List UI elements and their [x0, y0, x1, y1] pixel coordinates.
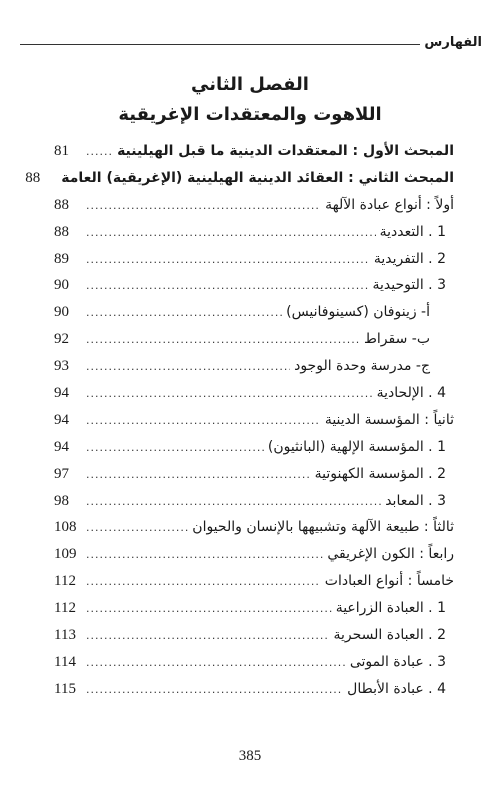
toc-entry: [54, 519, 454, 546]
toc-entry: [54, 224, 454, 251]
toc-entry-title: أولاً : أنواع عبادة الآلهة: [325, 196, 454, 213]
toc-entry-title: ج- مدرسة وحدة الوجود: [294, 358, 430, 375]
toc-entry-title: 2 . العبادة السحرية: [333, 627, 446, 644]
toc-leader-dots: [86, 387, 373, 400]
running-head-label: الفهارس: [424, 35, 482, 50]
toc-entry-page: 88: [54, 196, 69, 213]
toc-entry-title: ب- سقراط: [363, 331, 430, 348]
toc-entry: [54, 331, 454, 358]
toc-entry: [54, 439, 454, 466]
toc-leader-dots: [86, 279, 368, 292]
toc-entry-title: 3 . عبادة الموتى: [349, 653, 446, 670]
toc-entry-page: 109: [54, 546, 77, 563]
toc-leader-dots: [86, 441, 264, 454]
toc-leader-dots: [86, 145, 113, 158]
toc-entry: [54, 573, 454, 600]
toc-entry-page: 93: [54, 358, 69, 375]
chapter-title: الفصل الثاني: [191, 74, 309, 95]
toc-entry-page: 115: [54, 680, 76, 697]
toc-entry-page: 81: [54, 143, 69, 159]
toc-entry: [54, 197, 454, 224]
toc-entry-page: 108: [54, 519, 77, 536]
running-head: [20, 34, 482, 54]
toc-entry-page: 112: [54, 573, 76, 590]
toc-entry: [54, 654, 454, 681]
toc-entry-page: 112: [54, 600, 76, 617]
toc-entry-title: 2 . التفريدية: [373, 250, 446, 267]
toc-entry: [54, 304, 454, 331]
toc-leader-dots: [86, 575, 321, 588]
toc-entry-title: خامساً : أنواع العبادات: [324, 573, 454, 590]
toc-leader-dots: [86, 226, 376, 239]
toc-entry: [54, 277, 454, 304]
toc-leader-dots: [86, 495, 381, 508]
toc-entry: [54, 143, 454, 170]
toc-entry-page: 94: [54, 411, 69, 428]
toc-entry-title: ثانياً : المؤسسة الدينية: [324, 411, 454, 428]
toc-entry-page: 90: [54, 304, 69, 321]
toc-leader-dots: [86, 683, 343, 696]
toc-entry-page: 89: [54, 250, 69, 267]
toc-entry: [54, 546, 454, 573]
toc-leader-dots: [86, 629, 330, 642]
toc-entry-page: 98: [54, 492, 69, 509]
toc-leader-dots: [86, 602, 332, 615]
toc-entry: [54, 600, 454, 627]
toc-entry-title: 2 . المؤسسة الكهنوتية: [314, 465, 446, 482]
toc-entry-page: 88: [25, 169, 41, 186]
toc-entry-title: 1 . المؤسسة الإلهية (البانثيون): [267, 438, 446, 455]
toc-entry: [54, 627, 454, 654]
toc-entry: [54, 493, 454, 520]
toc-entry-page: 88: [54, 223, 69, 240]
toc-entry-title: المبحث الثاني : العقائد الدينية الهيلينية (الإغريقية) العامة: [61, 169, 454, 186]
toc-entry: [54, 681, 454, 708]
toc-entry-title: أ- زينوفان (كسينوفانيس): [286, 304, 430, 321]
toc-entry-title: 4 . عبادة الأبطال: [347, 680, 446, 697]
toc-entry-title: 1 . التعددية: [379, 223, 446, 240]
toc-entry-title: رابعاً : الكون الإغريقي: [327, 546, 454, 563]
toc-entry-title: 4 . الإلحادية: [376, 385, 446, 402]
toc-entry-page: 94: [54, 438, 69, 455]
toc-leader-dots: [86, 468, 311, 481]
toc-leader-dots: [86, 333, 360, 346]
page-number: 385: [238, 748, 262, 764]
toc-entry: [54, 358, 454, 385]
toc-entry-title: ثالثاً : طبيعة الآلهة وتشبيهها بالإنسان والحيوان: [192, 519, 454, 536]
toc-entry: [54, 412, 454, 439]
toc-entry-title: 3 . المعابد: [385, 492, 446, 509]
toc-entry: [54, 385, 454, 412]
toc-entry-title: 1 . العبادة الزراعية: [335, 600, 446, 617]
toc-entry: [54, 466, 454, 493]
toc-leader-dots: [86, 414, 321, 427]
toc-leader-dots: [86, 253, 370, 266]
toc-entry-title: 3 . التوحيدية: [372, 277, 446, 294]
header-rule: [20, 44, 420, 45]
toc-leader-dots: [86, 521, 188, 534]
chapter-subtitle: اللاهوت والمعتقدات الإغريقية: [118, 104, 382, 125]
toc-entry-page: 90: [54, 277, 69, 294]
toc-entry: [25, 169, 454, 197]
toc-entry-page: 92: [54, 331, 69, 348]
toc-leader-dots: [86, 360, 290, 373]
toc-entry-page: 94: [54, 385, 69, 402]
toc-leader-dots: [86, 548, 323, 561]
table-of-contents: [25, 143, 454, 708]
toc-leader-dots: [86, 199, 321, 212]
toc-leader-dots: [86, 306, 282, 319]
toc-entry-page: 114: [54, 653, 76, 670]
toc-entry-page: 113: [54, 627, 76, 644]
toc-entry-page: 97: [54, 465, 69, 482]
toc-leader-dots: [86, 656, 346, 669]
toc-entry: [54, 251, 454, 278]
toc-entry-title: المبحث الأول : المعتقدات الدينية ما قبل الهيلينية: [117, 143, 454, 159]
